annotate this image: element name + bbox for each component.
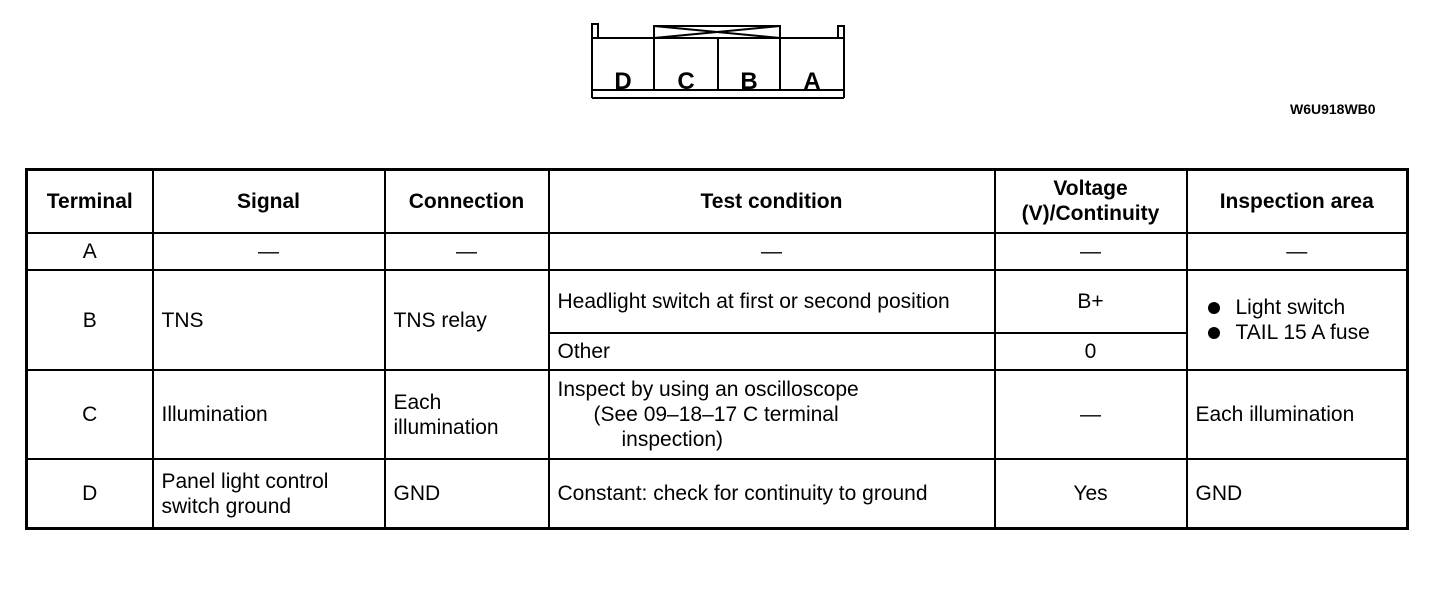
cell-signal: — (153, 233, 385, 271)
table-row-a (27, 233, 1408, 271)
cell-test-condition: — (549, 233, 995, 271)
pin-label-d: D (614, 68, 632, 95)
cell-connection: — (385, 233, 549, 271)
table-row-c (27, 370, 1408, 459)
inspection-item-label: Light switch (1235, 296, 1346, 319)
pin-label-c: C (677, 68, 695, 95)
bullet-icon (1208, 327, 1220, 339)
list-item (1196, 320, 1399, 345)
inspection-list (1196, 295, 1399, 345)
inspection-item-label: TAIL 15 A fuse (1235, 321, 1370, 344)
cell-terminal: D (27, 459, 153, 528)
test-condition-line2: (See 09–18–17 C terminal (593, 403, 839, 427)
cell-voltage: 0 (995, 333, 1187, 370)
header-terminal: Terminal (27, 170, 153, 233)
table-row-b (27, 270, 1408, 333)
cell-connection: Each illumination (385, 370, 549, 459)
cell-signal: TNS (153, 270, 385, 370)
pin-label-b: B (740, 68, 758, 95)
header-voltage-line1: Voltage (1053, 177, 1128, 201)
table-header-row (27, 170, 1408, 233)
cell-inspection-area: — (1187, 233, 1408, 271)
cell-terminal: C (27, 370, 153, 459)
table-row-d (27, 459, 1408, 528)
cell-connection: GND (385, 459, 549, 528)
header-voltage (995, 170, 1187, 233)
test-condition-line3: inspection) (621, 428, 724, 452)
cell-voltage: — (995, 233, 1187, 271)
list-item (1196, 295, 1399, 320)
cell-voltage: Yes (995, 459, 1187, 528)
cell-test-condition: Other (549, 333, 995, 370)
terminal-spec-table (25, 168, 1409, 530)
diagram-code: W6U918WB0 (1290, 101, 1376, 117)
header-connection: Connection (385, 170, 549, 233)
cell-test-condition: Headlight switch at first or second position (549, 270, 995, 333)
header-inspection-area: Inspection area (1187, 170, 1408, 233)
cell-test-condition (549, 370, 995, 459)
cell-terminal: B (27, 270, 153, 370)
test-condition-line1: Inspect by using an oscilloscope (557, 378, 859, 402)
cell-inspection-area: Each illumination (1187, 370, 1408, 459)
cell-signal: Illumination (153, 370, 385, 459)
cell-signal: Panel light control switch ground (153, 459, 385, 528)
header-voltage-line2: (V)/Continuity (1021, 202, 1160, 226)
cell-voltage: B+ (995, 270, 1187, 333)
cell-connection: TNS relay (385, 270, 549, 370)
cell-inspection-area: GND (1187, 459, 1408, 528)
pin-label-a: A (803, 68, 821, 95)
header-test-condition: Test condition (549, 170, 995, 233)
bullet-icon (1208, 302, 1220, 314)
cell-terminal: A (27, 233, 153, 271)
cell-test-condition: Constant: check for continuity to ground (549, 459, 995, 528)
cell-inspection-area (1187, 270, 1408, 370)
header-signal: Signal (153, 170, 385, 233)
cell-voltage: — (995, 370, 1187, 459)
connector-diagram (588, 18, 850, 102)
